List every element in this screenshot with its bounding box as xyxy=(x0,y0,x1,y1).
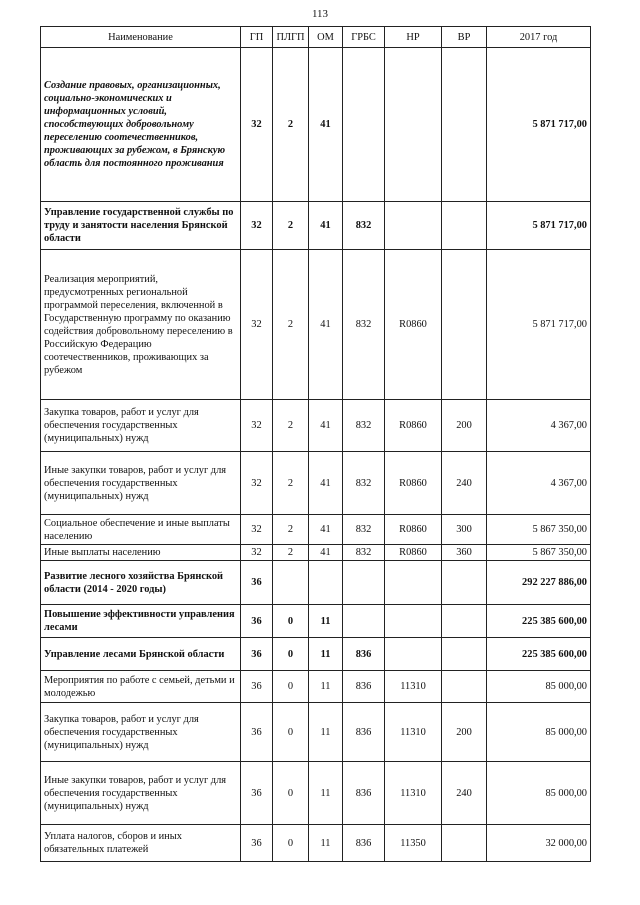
cell-om: 41 xyxy=(309,250,343,400)
table-row xyxy=(41,400,591,452)
cell-vr xyxy=(442,605,487,638)
cell-om: 41 xyxy=(309,452,343,515)
cell-plgp: 0 xyxy=(273,762,309,825)
table-row xyxy=(41,515,591,545)
cell-gp: 36 xyxy=(241,703,273,762)
cell-plgp: 0 xyxy=(273,638,309,671)
cell-grbs: 836 xyxy=(343,703,385,762)
row-name: Иные закупки товаров, работ и услуг для обеспечения государственных (муниципальных) нужд xyxy=(41,762,241,825)
cell-amount: 292 227 886,00 xyxy=(487,561,591,605)
cell-vr xyxy=(442,48,487,202)
cell-grbs xyxy=(343,561,385,605)
cell-gp: 32 xyxy=(241,400,273,452)
cell-amount: 4 367,00 xyxy=(487,400,591,452)
row-name: Управление лесами Брянской области xyxy=(41,638,241,671)
cell-nr xyxy=(385,48,442,202)
row-name: Мероприятия по работе с семьей, детьми и молодежью xyxy=(41,671,241,703)
cell-gp: 32 xyxy=(241,515,273,545)
cell-om: 41 xyxy=(309,48,343,202)
cell-grbs: 836 xyxy=(343,671,385,703)
cell-gp: 36 xyxy=(241,638,273,671)
table-row xyxy=(41,703,591,762)
cell-om: 41 xyxy=(309,202,343,250)
row-name: Закупка товаров, работ и услуг для обеспечения государственных (муниципальных) нужд xyxy=(41,703,241,762)
cell-vr xyxy=(442,202,487,250)
row-name: Управление государственной службы по труду и занятости населения Брянской области xyxy=(41,202,241,250)
cell-grbs: 836 xyxy=(343,762,385,825)
cell-plgp: 0 xyxy=(273,703,309,762)
row-name: Социальное обеспечение и иные выплаты населению xyxy=(41,515,241,545)
cell-plgp: 2 xyxy=(273,545,309,561)
cell-gp: 32 xyxy=(241,202,273,250)
cell-amount: 5 871 717,00 xyxy=(487,202,591,250)
cell-plgp: 2 xyxy=(273,48,309,202)
cell-gp: 32 xyxy=(241,452,273,515)
cell-om: 41 xyxy=(309,400,343,452)
cell-amount: 5 867 350,00 xyxy=(487,545,591,561)
cell-vr xyxy=(442,638,487,671)
cell-plgp: 0 xyxy=(273,671,309,703)
cell-gp: 32 xyxy=(241,250,273,400)
cell-grbs: 832 xyxy=(343,400,385,452)
cell-amount: 85 000,00 xyxy=(487,703,591,762)
cell-vr xyxy=(442,671,487,703)
cell-vr xyxy=(442,561,487,605)
cell-nr: R0860 xyxy=(385,545,442,561)
cell-om: 11 xyxy=(309,671,343,703)
cell-nr: R0860 xyxy=(385,515,442,545)
cell-grbs: 832 xyxy=(343,202,385,250)
cell-grbs xyxy=(343,605,385,638)
table-row xyxy=(41,202,591,250)
cell-grbs: 832 xyxy=(343,545,385,561)
row-name: Создание правовых, организационных, социально-экономических и информационных условий, способствующих добровольному переселению соотечественников, проживающих за рубежом, в Брянскую область для постоянного проживания xyxy=(41,48,241,202)
table-row xyxy=(41,545,591,561)
cell-amount: 5 871 717,00 xyxy=(487,250,591,400)
col-header-name: Наименование xyxy=(41,27,241,48)
row-name: Закупка товаров, работ и услуг для обеспечения государственных (муниципальных) нужд xyxy=(41,400,241,452)
cell-vr xyxy=(442,825,487,862)
cell-vr xyxy=(442,250,487,400)
cell-vr: 300 xyxy=(442,515,487,545)
cell-plgp: 0 xyxy=(273,825,309,862)
cell-nr xyxy=(385,638,442,671)
row-name: Иные выплаты населению xyxy=(41,545,241,561)
row-name: Повышение эффективности управления лесами xyxy=(41,605,241,638)
cell-vr: 360 xyxy=(442,545,487,561)
table-row xyxy=(41,762,591,825)
table-row xyxy=(41,250,591,400)
cell-vr: 240 xyxy=(442,762,487,825)
budget-table xyxy=(40,26,591,862)
cell-om: 11 xyxy=(309,638,343,671)
cell-om: 41 xyxy=(309,545,343,561)
table-row xyxy=(41,605,591,638)
col-header-plgp: ПЛГП xyxy=(273,27,309,48)
cell-vr: 240 xyxy=(442,452,487,515)
cell-plgp: 2 xyxy=(273,452,309,515)
cell-amount: 5 871 717,00 xyxy=(487,48,591,202)
col-header-om: ОМ xyxy=(309,27,343,48)
table-row xyxy=(41,638,591,671)
cell-amount: 4 367,00 xyxy=(487,452,591,515)
cell-grbs: 836 xyxy=(343,638,385,671)
cell-nr: R0860 xyxy=(385,452,442,515)
cell-vr: 200 xyxy=(442,400,487,452)
table-row xyxy=(41,561,591,605)
cell-grbs: 832 xyxy=(343,250,385,400)
cell-gp: 36 xyxy=(241,605,273,638)
col-header-year: 2017 год xyxy=(487,27,591,48)
cell-gp: 36 xyxy=(241,825,273,862)
cell-om xyxy=(309,561,343,605)
cell-gp: 36 xyxy=(241,671,273,703)
cell-amount: 225 385 600,00 xyxy=(487,638,591,671)
col-header-vr: ВР xyxy=(442,27,487,48)
col-header-gp: ГП xyxy=(241,27,273,48)
cell-grbs: 832 xyxy=(343,452,385,515)
cell-gp: 36 xyxy=(241,561,273,605)
cell-plgp: 2 xyxy=(273,400,309,452)
cell-grbs: 832 xyxy=(343,515,385,545)
cell-nr: 11350 xyxy=(385,825,442,862)
cell-om: 11 xyxy=(309,762,343,825)
cell-plgp: 0 xyxy=(273,605,309,638)
cell-nr xyxy=(385,605,442,638)
cell-gp: 32 xyxy=(241,48,273,202)
cell-amount: 5 867 350,00 xyxy=(487,515,591,545)
cell-plgp xyxy=(273,561,309,605)
cell-grbs: 836 xyxy=(343,825,385,862)
cell-nr xyxy=(385,561,442,605)
cell-amount: 225 385 600,00 xyxy=(487,605,591,638)
header-row xyxy=(41,27,591,48)
col-header-nr: НР xyxy=(385,27,442,48)
cell-amount: 32 000,00 xyxy=(487,825,591,862)
cell-gp: 36 xyxy=(241,762,273,825)
table-row xyxy=(41,452,591,515)
cell-nr: R0860 xyxy=(385,250,442,400)
table-row xyxy=(41,48,591,202)
col-header-grbs: ГРБС xyxy=(343,27,385,48)
cell-plgp: 2 xyxy=(273,250,309,400)
row-name: Иные закупки товаров, работ и услуг для обеспечения государственных (муниципальных) нужд xyxy=(41,452,241,515)
cell-om: 11 xyxy=(309,703,343,762)
cell-nr: R0860 xyxy=(385,400,442,452)
cell-amount: 85 000,00 xyxy=(487,671,591,703)
cell-om: 11 xyxy=(309,825,343,862)
cell-nr xyxy=(385,202,442,250)
row-name: Уплата налогов, сборов и иных обязательных платежей xyxy=(41,825,241,862)
page-number: 113 xyxy=(311,8,329,20)
cell-nr: 11310 xyxy=(385,671,442,703)
cell-amount: 85 000,00 xyxy=(487,762,591,825)
table-row xyxy=(41,671,591,703)
cell-nr: 11310 xyxy=(385,703,442,762)
cell-vr: 200 xyxy=(442,703,487,762)
cell-plgp: 2 xyxy=(273,202,309,250)
row-name: Развитие лесного хозяйства Брянской области (2014 - 2020 годы) xyxy=(41,561,241,605)
cell-grbs xyxy=(343,48,385,202)
table-row xyxy=(41,825,591,862)
cell-nr: 11310 xyxy=(385,762,442,825)
cell-om: 11 xyxy=(309,605,343,638)
row-name: Реализация мероприятий, предусмотренных региональной программой переселения, включенной в Государственную программу по оказанию содействия добровольному переселению в Российскую Федерацию соотечественников, проживающих за рубежом xyxy=(41,250,241,400)
cell-gp: 32 xyxy=(241,545,273,561)
cell-plgp: 2 xyxy=(273,515,309,545)
cell-om: 41 xyxy=(309,515,343,545)
